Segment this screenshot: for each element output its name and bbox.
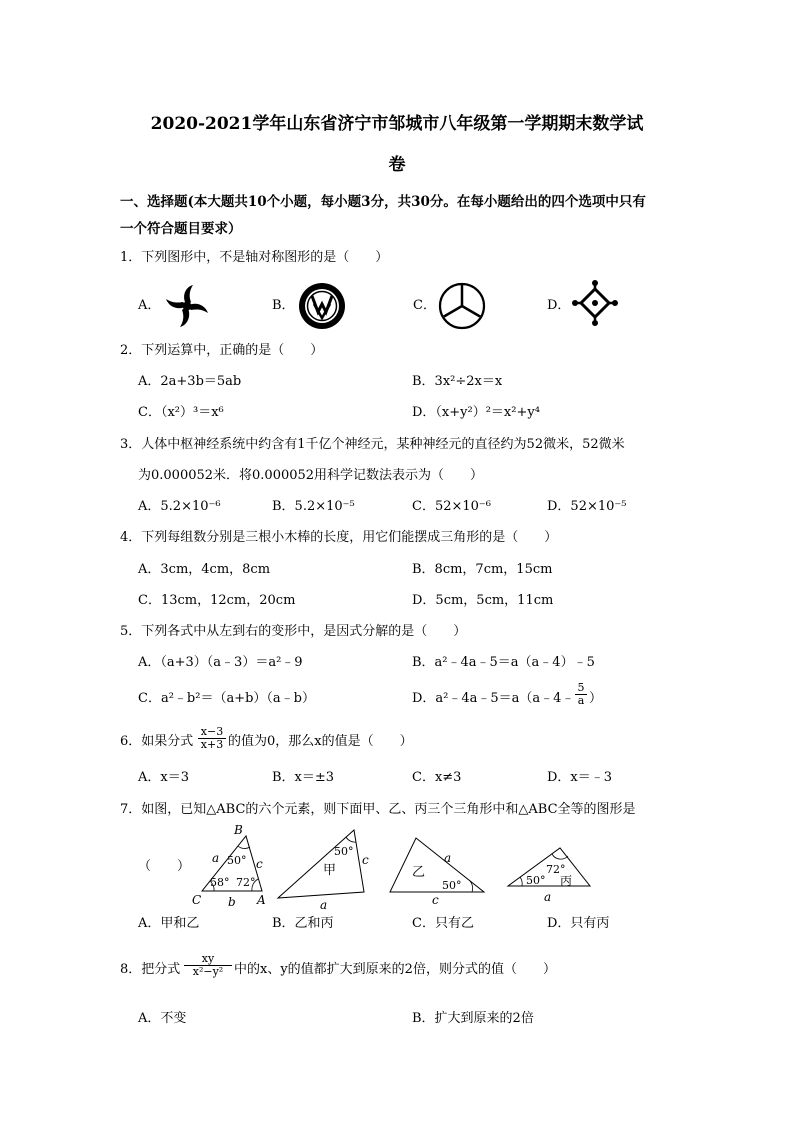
q7-option-d: D．只有丙 [547, 916, 610, 931]
q6-numerator: x−3 [198, 726, 226, 739]
bing-angle2-label: 50° [526, 874, 546, 887]
q3-option-b: B．5.2×10⁻⁵ [272, 499, 355, 514]
q7-option-a: A．甲和乙 [138, 916, 200, 931]
bing-angle1-label: 72° [546, 863, 566, 876]
q6-suffix: 的值为0，那么x的值是（ ） [228, 734, 413, 749]
mercedes-logo-icon [438, 282, 486, 330]
q7-option-b: B．乙和丙 [272, 916, 334, 931]
q6-option-d: D．x＝﹣3 [547, 770, 613, 785]
page-title: 2020-2021学年山东省济宁市邹城市八年级第一学期期末数学试 [150, 114, 644, 134]
q5-d-numerator: 5 [575, 682, 587, 695]
q2-option-a: A．2a+3b＝5ab [138, 374, 242, 389]
q3-option-a: A．5.2×10⁻⁶ [138, 499, 221, 514]
side-c-label: c [256, 857, 263, 871]
q1-stem: 1．下列图形中，不是轴对称图形的是（ ） [120, 250, 389, 265]
q8-option-b: B．扩大到原来的2倍 [412, 1011, 534, 1026]
q5-option-d-fraction [575, 682, 587, 707]
vertex-c-label: C [192, 893, 202, 907]
q5-option-d-prefix: D．a²﹣4a﹣5＝a（a﹣4﹣ [412, 691, 575, 706]
q7-option-c: C．只有乙 [412, 916, 474, 931]
q8-option-a: A．不变 [138, 1011, 187, 1026]
q3-stem-line1: 3．人体中枢神经系统中约含有1千亿个神经元，某种神经元的直径约为52微米，52微米 [120, 437, 625, 452]
q2-option-d: D．（x+y²）²＝x²+y⁴ [412, 405, 540, 420]
q4-stem: 4．下列每组数分别是三根小木棒的长度，用它们能摆成三角形的是（ ） [120, 530, 558, 545]
bing-name-label: 丙 [560, 874, 573, 888]
jia-side-c-label: c [362, 853, 369, 867]
section-header-cont: 一个符合题目要求） [120, 221, 242, 237]
section-header: 一、选择题(本大题共10个小题，每小题3分，共30分。在每小题给出的四个选项中只有 [120, 194, 646, 210]
q5-option-a: A．（a+3）（a﹣3）＝a²﹣9 [138, 655, 303, 670]
q5-option-b: B．a²﹣4a﹣5＝a（a﹣4）﹣5 [412, 655, 595, 670]
q3-option-d: D．52×10⁻⁵ [547, 499, 627, 514]
triangle-bing-figure [506, 846, 596, 904]
q8-denominator: x²−y² [192, 965, 224, 978]
q6-prefix: 6．如果分式 [120, 734, 194, 749]
q6-option-c: C．x≠3 [412, 770, 462, 785]
jia-side-a-label: a [320, 898, 328, 912]
q2-option-c: C．（x²）³＝x⁶ [138, 405, 224, 420]
yi-side-c-label: c [432, 893, 439, 907]
vertex-b-label: B [234, 823, 243, 837]
volkswagen-logo-icon [298, 282, 346, 330]
triangle-jia-figure [276, 826, 376, 912]
q8-prefix: 8．把分式 [120, 962, 181, 977]
q4-option-c: C．13cm，12cm，20cm [138, 593, 296, 608]
q8-suffix: 中的x、y的值都扩大到原来的2倍，则分式的值（ ） [234, 962, 556, 977]
q5-option-d-suffix: ） [589, 691, 603, 706]
q2-option-b: B．3x²÷2x＝x [412, 374, 503, 389]
q1-option-d-label: D． [547, 298, 571, 313]
q8-numerator: xy [184, 953, 232, 966]
q2-stem: 2．下列运算中，正确的是（ ） [120, 343, 324, 358]
cross-ornament-icon [572, 280, 618, 326]
q3-stem-line2: 为0.000052米．将0.000052用科学记数法表示为（ ） [138, 468, 484, 483]
angle-b-label: 50° [227, 854, 247, 867]
jia-name-label: 甲 [323, 863, 337, 878]
q1-option-c-label: C． [413, 298, 436, 313]
vertex-a-label: A [257, 893, 266, 907]
q5-option-c: C．a²﹣b²＝（a+b）（a﹣b） [138, 691, 315, 706]
q4-option-b: B．8cm，7cm，15cm [412, 562, 553, 577]
q6-option-b: B．x＝±3 [272, 770, 335, 785]
yi-side-a-label: a [444, 851, 452, 865]
q1-option-b-label: B． [272, 298, 295, 313]
q4-option-d: D．5cm，5cm，11cm [412, 593, 554, 608]
jia-angle-label: 50° [334, 845, 354, 858]
pinwheel-icon [163, 283, 211, 329]
yi-angle-label: 50° [442, 879, 462, 892]
q6-option-a: A．x＝3 [138, 770, 189, 785]
q5-d-denominator: a [577, 694, 585, 707]
angle-c-label: 58° [210, 876, 230, 889]
page-title-cont: 卷 [388, 155, 406, 175]
triangle-yi-figure [388, 836, 488, 906]
q4-option-a: A．3cm，4cm，8cm [138, 562, 271, 577]
q8-fraction [184, 953, 232, 978]
q3-option-c: C．52×10⁻⁶ [412, 499, 491, 514]
yi-name-label: 乙 [412, 865, 426, 880]
angle-a-label: 72° [236, 876, 256, 889]
side-b-label: b [228, 895, 236, 909]
q7-stem: 7．如图，已知△ABC的六个元素，则下面甲、乙、丙三个三角形中和△ABC全等的图形是 [120, 802, 636, 817]
side-a-label: a [212, 851, 220, 865]
q1-option-a-label: A． [138, 298, 161, 313]
q7-paren: （ ） [138, 859, 191, 874]
q6-fraction [198, 726, 226, 751]
q5-stem: 5．下列各式中从左到右的变形中，是因式分解的是（ ） [120, 624, 467, 639]
q6-denominator: x+3 [200, 738, 224, 751]
triangle-abc-figure [190, 822, 270, 908]
bing-side-a-label: a [544, 890, 552, 904]
